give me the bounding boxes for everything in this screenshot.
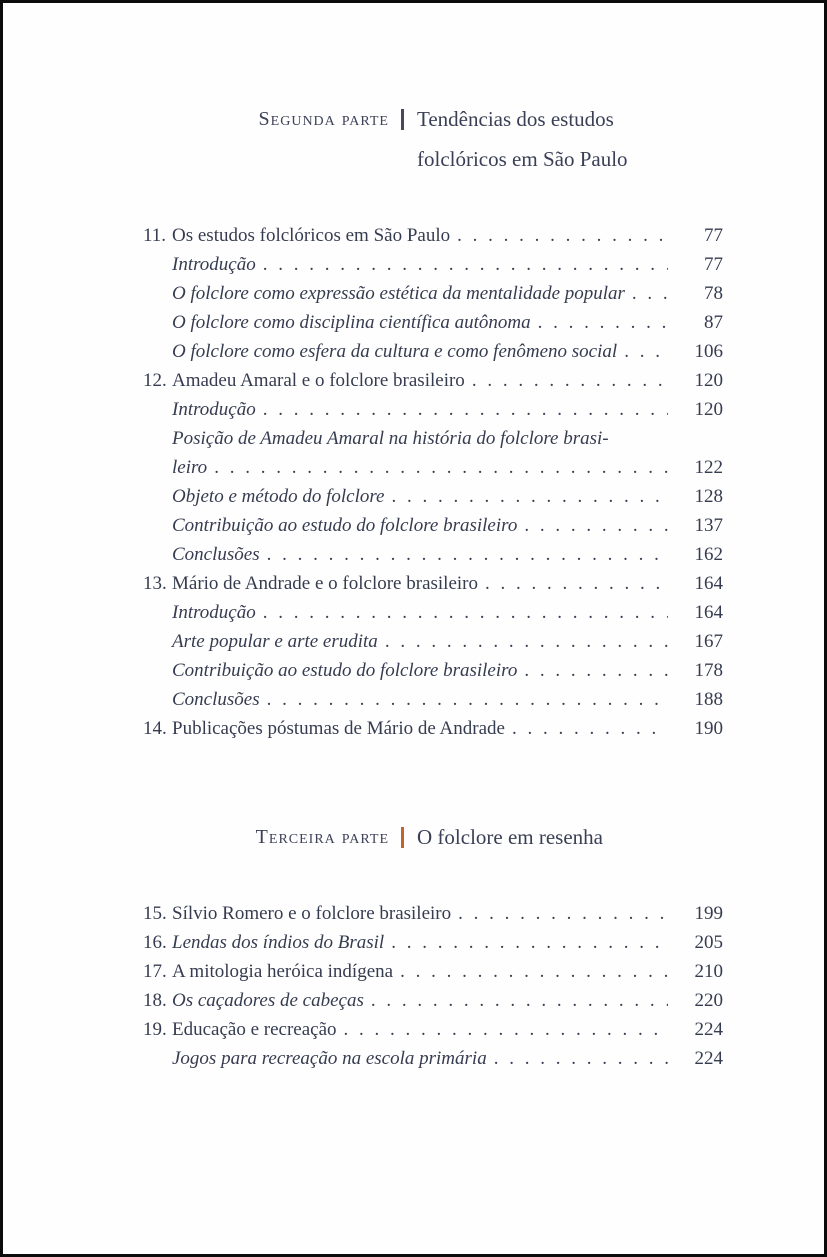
entry-title: Objeto e método do folclore (172, 486, 385, 507)
toc-entry (143, 899, 723, 928)
dot-leader (524, 511, 668, 540)
toc-entry (143, 279, 723, 308)
part-title (417, 817, 603, 857)
entry-page-number: 122 (694, 457, 723, 478)
entry-title: Conclusões (172, 544, 260, 565)
dot-leader (494, 1044, 668, 1073)
dot-leader (391, 928, 668, 957)
entry-title: Os caçadores de cabeças (172, 990, 364, 1011)
dot-leader (344, 1015, 668, 1044)
toc-entry (143, 482, 723, 511)
entry-title: Contribuição ao estudo do folclore brasileiro (172, 660, 518, 681)
part-title (417, 99, 628, 179)
dot-leader (524, 656, 668, 685)
entry-title: Lendas dos índios do Brasil (172, 932, 385, 953)
entry-page-number: 188 (694, 689, 723, 710)
entry-title: Posição de Amadeu Amaral na história do folclore brasi- (172, 428, 609, 449)
entry-page-number: 220 (694, 990, 723, 1011)
entry-page-number: 106 (694, 341, 723, 362)
entry-page-number: 224 (694, 1048, 723, 1069)
dot-leader (632, 279, 668, 308)
toc-entry (143, 250, 723, 279)
entry-page-number: 120 (694, 370, 723, 391)
toc-entry (143, 957, 723, 986)
part-label: Segunda parte (258, 108, 389, 130)
entry-page-number: 167 (694, 631, 723, 652)
toc-entry (143, 1044, 723, 1073)
entry-number: 16. (143, 932, 167, 953)
part-heading-segunda (143, 99, 723, 179)
entry-title: O folclore como disciplina científica autônoma (172, 312, 531, 333)
toc-content (143, 99, 723, 1073)
toc-entry (143, 685, 723, 714)
heading-separator (401, 109, 404, 130)
entry-title: Introdução (172, 399, 256, 420)
entry-title: O folclore como esfera da cultura e como fenômeno social (172, 341, 618, 362)
dot-leader (267, 540, 668, 569)
toc-entry (143, 511, 723, 540)
entry-title: Jogos para recreação na escola primária (172, 1048, 487, 1069)
entry-title: Publicações póstumas de Mário de Andrade (172, 718, 505, 739)
entry-title: A mitologia heróica indígena (172, 961, 394, 982)
dot-leader (472, 366, 668, 395)
entry-page-number: 77 (704, 225, 723, 246)
dot-leader (385, 627, 668, 656)
toc-entry (143, 598, 723, 627)
entry-page-number: 164 (694, 602, 723, 623)
entry-page-number: 77 (704, 254, 723, 275)
dot-leader (512, 714, 668, 743)
toc-entry (143, 221, 723, 250)
entry-page-number: 120 (694, 399, 723, 420)
part-title-line: O folclore em resenha (417, 825, 603, 849)
entry-title: Arte popular e arte erudita (172, 631, 378, 652)
entry-title: Os estudos folclóricos em São Paulo (172, 225, 451, 246)
dot-leader (458, 899, 668, 928)
dot-leader (400, 957, 668, 986)
entry-title: O folclore como expressão estética da mentalidade popular (172, 283, 625, 304)
entry-number: 12. (143, 370, 167, 391)
entry-page-number: 210 (694, 961, 723, 982)
entry-number: 17. (143, 961, 167, 982)
toc-entry (143, 627, 723, 656)
entry-title: Contribuição ao estudo do folclore brasileiro (172, 515, 518, 536)
toc-list-segunda (143, 221, 723, 743)
part-heading-terceira (143, 817, 723, 857)
entry-title: Mário de Andrade e o folclore brasileiro (172, 573, 478, 594)
entry-page-number: 199 (694, 903, 723, 924)
dot-leader (624, 337, 668, 366)
dot-leader (263, 598, 668, 627)
entry-page-number: 128 (694, 486, 723, 507)
entry-title: Introdução (172, 254, 256, 275)
part-label: Terceira parte (255, 826, 389, 848)
entry-title: Educação e recreação (172, 1019, 337, 1040)
entry-number: 14. (143, 718, 167, 739)
entry-title: Introdução (172, 602, 256, 623)
toc-entry (143, 714, 723, 743)
toc-entry (143, 1015, 723, 1044)
toc-entry (143, 395, 723, 424)
heading-separator (401, 827, 404, 848)
toc-entry (143, 424, 723, 453)
entry-page-number: 78 (704, 283, 723, 304)
entry-number: 19. (143, 1019, 167, 1040)
entry-page-number: 137 (694, 515, 723, 536)
part-title-line: Tendências dos estudos (417, 107, 614, 131)
entry-page-number: 164 (694, 573, 723, 594)
entry-title: Conclusões (172, 689, 260, 710)
toc-entry (143, 986, 723, 1015)
dot-leader (391, 482, 668, 511)
entry-title: leiro (172, 457, 208, 478)
entry-title: Amadeu Amaral e o folclore brasileiro (172, 370, 465, 391)
toc-entry (143, 540, 723, 569)
toc-entry (143, 308, 723, 337)
dot-leader (485, 569, 668, 598)
entry-page-number: 190 (694, 718, 723, 739)
toc-entry (143, 569, 723, 598)
toc-list-terceira (143, 899, 723, 1073)
entry-title: Sílvio Romero e o folclore brasileiro (172, 903, 452, 924)
entry-page-number: 162 (694, 544, 723, 565)
toc-entry (143, 928, 723, 957)
entry-number: 15. (143, 903, 167, 924)
dot-leader (214, 453, 668, 482)
dot-leader (457, 221, 668, 250)
toc-entry (143, 453, 723, 482)
part-title-line: folclóricos em São Paulo (417, 147, 628, 171)
entry-number: 13. (143, 573, 167, 594)
dot-leader (267, 685, 668, 714)
entry-page-number: 87 (704, 312, 723, 333)
dot-leader (263, 395, 668, 424)
toc-entry (143, 337, 723, 366)
toc-entry (143, 656, 723, 685)
entry-number: 18. (143, 990, 167, 1011)
dot-leader (538, 308, 668, 337)
entry-page-number: 205 (694, 932, 723, 953)
entry-number: 11. (143, 225, 167, 246)
toc-entry (143, 366, 723, 395)
dot-leader (371, 986, 668, 1015)
entry-page-number: 224 (694, 1019, 723, 1040)
entry-page-number: 178 (694, 660, 723, 681)
dot-leader (263, 250, 668, 279)
